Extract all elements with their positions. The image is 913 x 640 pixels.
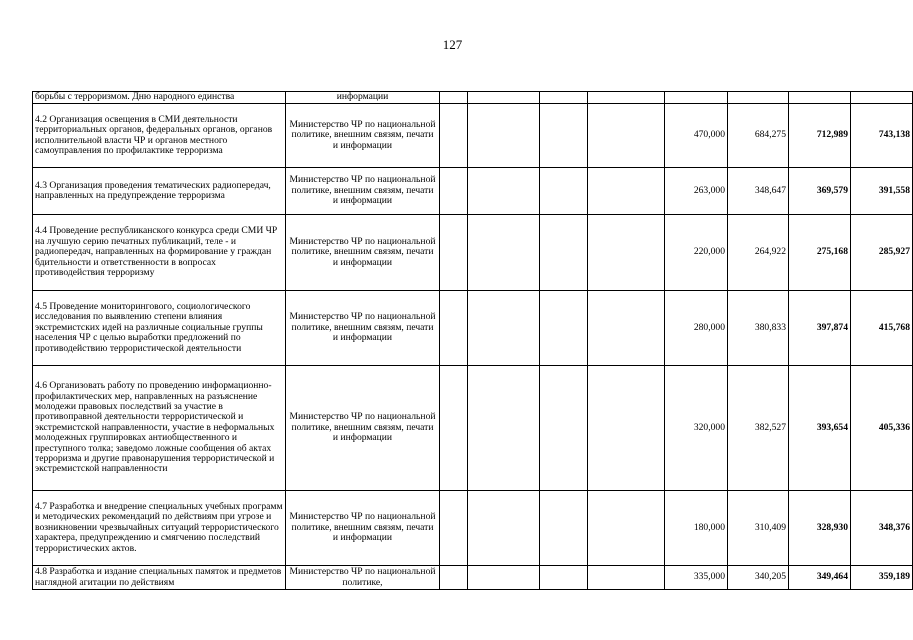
blank-cell (440, 291, 468, 366)
blank-cell (540, 92, 588, 104)
blank-cell (540, 104, 588, 168)
executor-cell: Министерство ЧР по национальной политике, (286, 566, 440, 590)
event-cell: 4.8 Разработка и издание специальных памяток и предметов наглядной агитации по действиям (33, 566, 286, 590)
event-cell: 4.4 Проведение республиканского конкурса среди СМИ ЧР на лучшую серию печатных публикаций, теле - и радиопередач, направленных на формирование у граждан бдительности и ответственности в вопросах противодействия терроризму (33, 215, 286, 291)
executor-cell: Министерство ЧР по национальной политике, внешним связям, печати и информации (286, 215, 440, 291)
blank-cell (540, 168, 588, 215)
value-cell: 328,930 (789, 491, 851, 566)
value-cell: 393,654 (789, 366, 851, 491)
executor-cell: Министерство ЧР по национальной политике, внешним связям, печати и информации (286, 104, 440, 168)
table-row (33, 491, 913, 566)
value-cell: 335,000 (665, 566, 728, 590)
value-cell: 743,138 (851, 104, 913, 168)
blank-cell (540, 215, 588, 291)
blank-cell (588, 291, 665, 366)
value-cell: 310,409 (728, 491, 789, 566)
blank-cell (468, 491, 540, 566)
value-cell: 380,833 (728, 291, 789, 366)
blank-cell (588, 215, 665, 291)
value-cell: 340,205 (728, 566, 789, 590)
value-cell: 220,000 (665, 215, 728, 291)
event-cell: 4.7 Разработка и внедрение специальных учебных программ и методических рекомендаций по действиям при угрозе и возникновении чрезвычайных ситуаций террористического характера, предупреждению и смягчению последствий террористических актов. (33, 491, 286, 566)
value-cell (665, 92, 728, 104)
value-cell (789, 92, 851, 104)
blank-cell (468, 168, 540, 215)
blank-cell (440, 366, 468, 491)
blank-cell (588, 491, 665, 566)
blank-cell (468, 104, 540, 168)
table-row (33, 92, 913, 104)
blank-cell (440, 566, 468, 590)
blank-cell (468, 291, 540, 366)
blank-cell (468, 366, 540, 491)
blank-cell (440, 92, 468, 104)
value-cell: 348,647 (728, 168, 789, 215)
event-cell: 4.6 Организовать работу по проведению информационно-профилактических мер, направленных на разъяснение молодежи правовых последствий за участие в противоправной деятельности террористической и экстремистской направленности, участие в неформальных молодежных группировках антиобщественного и преступного толка; заведомо ложные сообщения об актах терроризма и другие правонарушения террористической и экстремистской направленности (33, 366, 286, 491)
value-cell: 405,336 (851, 366, 913, 491)
executor-cell: Министерство ЧР по национальной политике, внешним связям, печати и информации (286, 291, 440, 366)
blank-cell (468, 215, 540, 291)
event-cell: 4.3 Организация проведения тематических радиопередач, направленных на предупреждение терроризма (33, 168, 286, 215)
value-cell: 369,579 (789, 168, 851, 215)
event-cell: 4.2 Организация освещения в СМИ деятельности территориальных органов, федеральных органов, органов исполнительной власти ЧР и органов местного самоуправления по профилактике терроризма (33, 104, 286, 168)
value-cell (728, 92, 789, 104)
blank-cell (588, 566, 665, 590)
value-cell: 320,000 (665, 366, 728, 491)
executor-cell: Министерство ЧР по национальной политике, внешним связям, печати и информации (286, 168, 440, 215)
blank-cell (588, 92, 665, 104)
blank-cell (440, 215, 468, 291)
value-cell: 382,527 (728, 366, 789, 491)
event-cell: борьбы с терроризмом. Дню народного единства (33, 92, 286, 104)
executor-cell: Министерство ЧР по национальной политике, внешним связям, печати и информации (286, 491, 440, 566)
blank-cell (468, 566, 540, 590)
value-cell: 180,000 (665, 491, 728, 566)
value-cell: 349,464 (789, 566, 851, 590)
blank-cell (540, 366, 588, 491)
blank-cell (588, 366, 665, 491)
value-cell (851, 92, 913, 104)
table-row (33, 104, 913, 168)
value-cell: 285,927 (851, 215, 913, 291)
table-row (33, 291, 913, 366)
blank-cell (440, 491, 468, 566)
blank-cell (540, 291, 588, 366)
value-cell: 348,376 (851, 491, 913, 566)
table-row (33, 566, 913, 590)
value-cell: 684,275 (728, 104, 789, 168)
table-row (33, 215, 913, 291)
blank-cell (440, 104, 468, 168)
blank-cell (588, 168, 665, 215)
page-number: 127 (442, 37, 463, 52)
blank-cell (588, 104, 665, 168)
table-row (33, 168, 913, 215)
value-cell: 264,922 (728, 215, 789, 291)
value-cell: 470,000 (665, 104, 728, 168)
blank-cell (540, 566, 588, 590)
blank-cell (440, 168, 468, 215)
executor-cell: Министерство ЧР по национальной политике, внешним связям, печати и информации (286, 366, 440, 491)
value-cell: 263,000 (665, 168, 728, 215)
value-cell: 275,168 (789, 215, 851, 291)
blank-cell (468, 92, 540, 104)
value-cell: 397,874 (789, 291, 851, 366)
table-row (33, 366, 913, 491)
value-cell: 415,768 (851, 291, 913, 366)
blank-cell (540, 491, 588, 566)
value-cell: 280,000 (665, 291, 728, 366)
value-cell: 712,989 (789, 104, 851, 168)
event-cell: 4.5 Проведение мониторингового, социологического исследования по выявлению степени влияния экстремистских идей на различные социальные группы населения ЧР с целью выработки предложений по противодействию террористической деятельности (33, 291, 286, 366)
value-cell: 359,189 (851, 566, 913, 590)
executor-cell: информации (286, 92, 440, 104)
program-table (32, 91, 913, 590)
value-cell: 391,558 (851, 168, 913, 215)
